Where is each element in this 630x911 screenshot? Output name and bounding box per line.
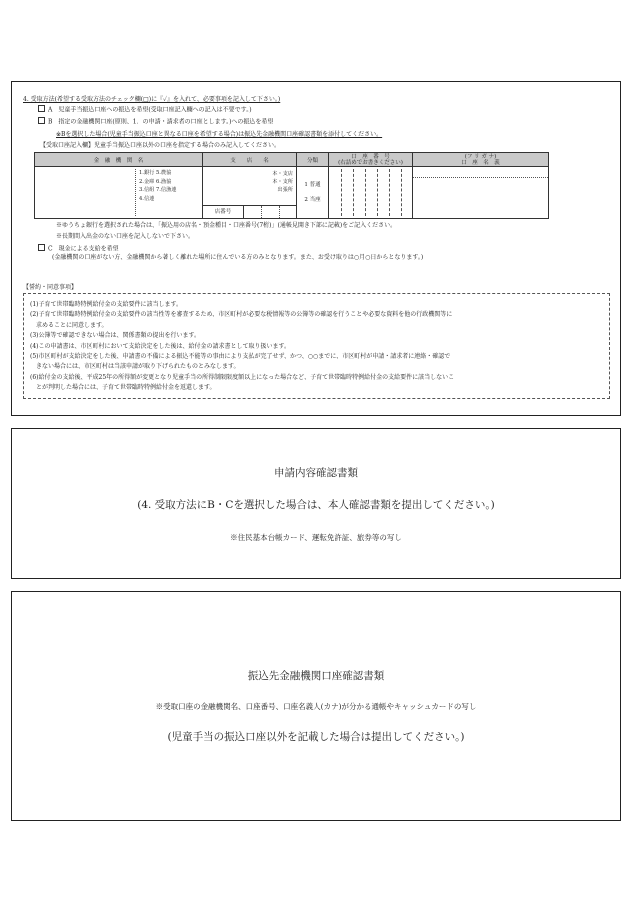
account-holder-input[interactable] xyxy=(413,167,549,219)
option-a-checkbox[interactable] xyxy=(38,105,45,112)
option-c-label: C 現金による支給を希望 xyxy=(48,245,119,253)
option-b[interactable] xyxy=(38,117,273,126)
account-type-input[interactable] xyxy=(297,167,329,219)
option-a[interactable] xyxy=(38,105,252,114)
pledge-list xyxy=(30,300,454,394)
pledge-item: (1)子育て世帯臨時特例給付金の支給要件に該当します。 xyxy=(30,301,183,308)
kana-header: (フ リ ガ ナ) xyxy=(464,153,497,160)
bank-type-4[interactable]: 4.信連 xyxy=(139,195,155,202)
pledge-item: (3)公簿等で確認できない場合は、関係書類の提出を行います。 xyxy=(30,332,201,340)
branch-type-main[interactable]: 本・支店 xyxy=(272,171,293,177)
type-header: 分類 xyxy=(297,153,329,167)
option-c-checkbox[interactable] xyxy=(38,244,45,251)
identity-documents-note: ※住民基本台帳カード、運転免許証、旅券等の写し xyxy=(230,533,402,542)
pledge-item: (5)市区町村が支給決定をした後、申請書の不備による振込不能等の事由により支払が完了せず、かつ、○○までに、市区町村が申請・請求者に連絡・確認で xyxy=(30,353,451,361)
account-holder-header xyxy=(413,153,549,167)
bank-documents-subtitle: (児童手当の振込口座以外を記載した場合は提出してください。) xyxy=(167,731,465,743)
bank-type-list xyxy=(139,169,177,203)
account-number-header xyxy=(329,153,413,167)
account-number-input[interactable] xyxy=(329,167,413,219)
pledge-title: 【誓約・同意事項】 xyxy=(23,284,78,291)
account-section-label: 【受取口座記入欄】児童手当振込口座以外の口座を指定する場合のみ記入してください。 xyxy=(40,142,281,149)
identity-documents-title: 申請内容確認書類 xyxy=(274,467,358,479)
pledge-item: (2)子育て世帯臨時特例給付金の支給要件の該当性等を審査するため、市区町村が必要な税情報等の公簿等の確認を行うことや必要な資料を他の行政機関等に xyxy=(30,311,453,319)
account-number-header-sub: (右詰めでお書きください) xyxy=(338,159,403,166)
pledge-item: (4)この申請書は、市区町村において支給決定をした後は、給付金の請求書として取り扱います。 xyxy=(30,342,291,350)
bank-name-input[interactable] xyxy=(35,167,203,219)
type-ordinary[interactable]: 1 普通 xyxy=(304,181,321,188)
bank-type-3[interactable]: 3.信組 xyxy=(139,187,155,193)
section4-heading: 4. 受取方法(希望する受取方法のチェック欄(□)に『✓』を入れて、必要事項を記入して下さい。) xyxy=(23,96,281,103)
branch-name-header: 支 店 名 xyxy=(203,153,297,167)
account-number-header-label: 口 座 番 号 xyxy=(351,153,390,160)
identity-documents-subtitle: (4. 受取方法にB・Cを選択した場合は、本人確認書類を提出してください。) xyxy=(137,499,495,511)
bank-type-5[interactable]: 5.農協 xyxy=(155,170,172,176)
bank-type-7[interactable]: 7.信漁連 xyxy=(155,187,177,193)
pledge-item: きない場合には、市区町村は当該申請が取り下げられたものとみなします。 xyxy=(30,363,240,371)
bank-type-6[interactable]: 6.漁協 xyxy=(155,178,172,185)
pledge-item: 求めることに同意します。 xyxy=(30,321,108,329)
store-number-label: 店番号 xyxy=(214,209,232,215)
bank-documents-title: 振込先金融機関口座確認書類 xyxy=(247,670,385,682)
yucho-note: ※ゆうちょ銀行を選択された場合は、「振込用の店名・預金種目・口座番号(7桁)」(通帳見開き下部に記載)をご記入ください。 xyxy=(56,222,397,229)
holder-header: 口 座 名 義 xyxy=(461,159,500,166)
option-b-label: B 指定の金融機関口座(原則、1．の申請・請求者の口座とします。)への振込を希望 xyxy=(48,118,274,126)
pledge-item: とが判明した場合には、子育て世帯臨時特例給付金を返還します。 xyxy=(30,384,216,392)
branch-type-office[interactable]: 出張所 xyxy=(277,187,293,193)
option-c-note: (金融機関の口座がない方、金融機関から著しく離れた場所に住んでいる方のみとなります。また、お受け取りは○月○日からとなります。) xyxy=(52,254,424,261)
branch-type-list xyxy=(272,170,293,194)
bank-documents-note: ※受取口座の金融機関名、口座番号、口座名義人(カナ)が分かる通帳やキャッシュカードの写し xyxy=(155,702,477,711)
option-b-note: ※Bを選択した場合(児童手当振込口座と異なる口座を希望する場合)は振込先金融機関口座確認書類を添付してください。 xyxy=(56,131,383,138)
bank-name-header: 金 融 機 関 名 xyxy=(35,153,203,167)
longterm-note: ※長期間入出金のない口座を記入しないで下さい。 xyxy=(56,233,195,240)
account-table xyxy=(34,152,549,219)
option-b-checkbox[interactable] xyxy=(38,117,45,124)
option-a-label: A 児童手当振込口座への振込を希望(受取口座記入欄への記入は不要です。) xyxy=(48,106,252,114)
bank-type-1[interactable]: 1.銀行 xyxy=(139,170,155,176)
option-c[interactable] xyxy=(38,244,119,253)
bank-type-2[interactable]: 2.金庫 xyxy=(139,178,155,185)
branch-type-sub[interactable]: 本・支所 xyxy=(272,179,293,185)
type-current[interactable]: 2 当座 xyxy=(304,196,321,203)
branch-name-input[interactable] xyxy=(203,167,297,219)
pledge-item: (6)給付金の支給後、平成25年の所得額が変更となり児童手当の所得制限限度額以上になった場合など、子育て世帯臨時特例給付金の支給要件に該当しないこ xyxy=(30,373,455,381)
